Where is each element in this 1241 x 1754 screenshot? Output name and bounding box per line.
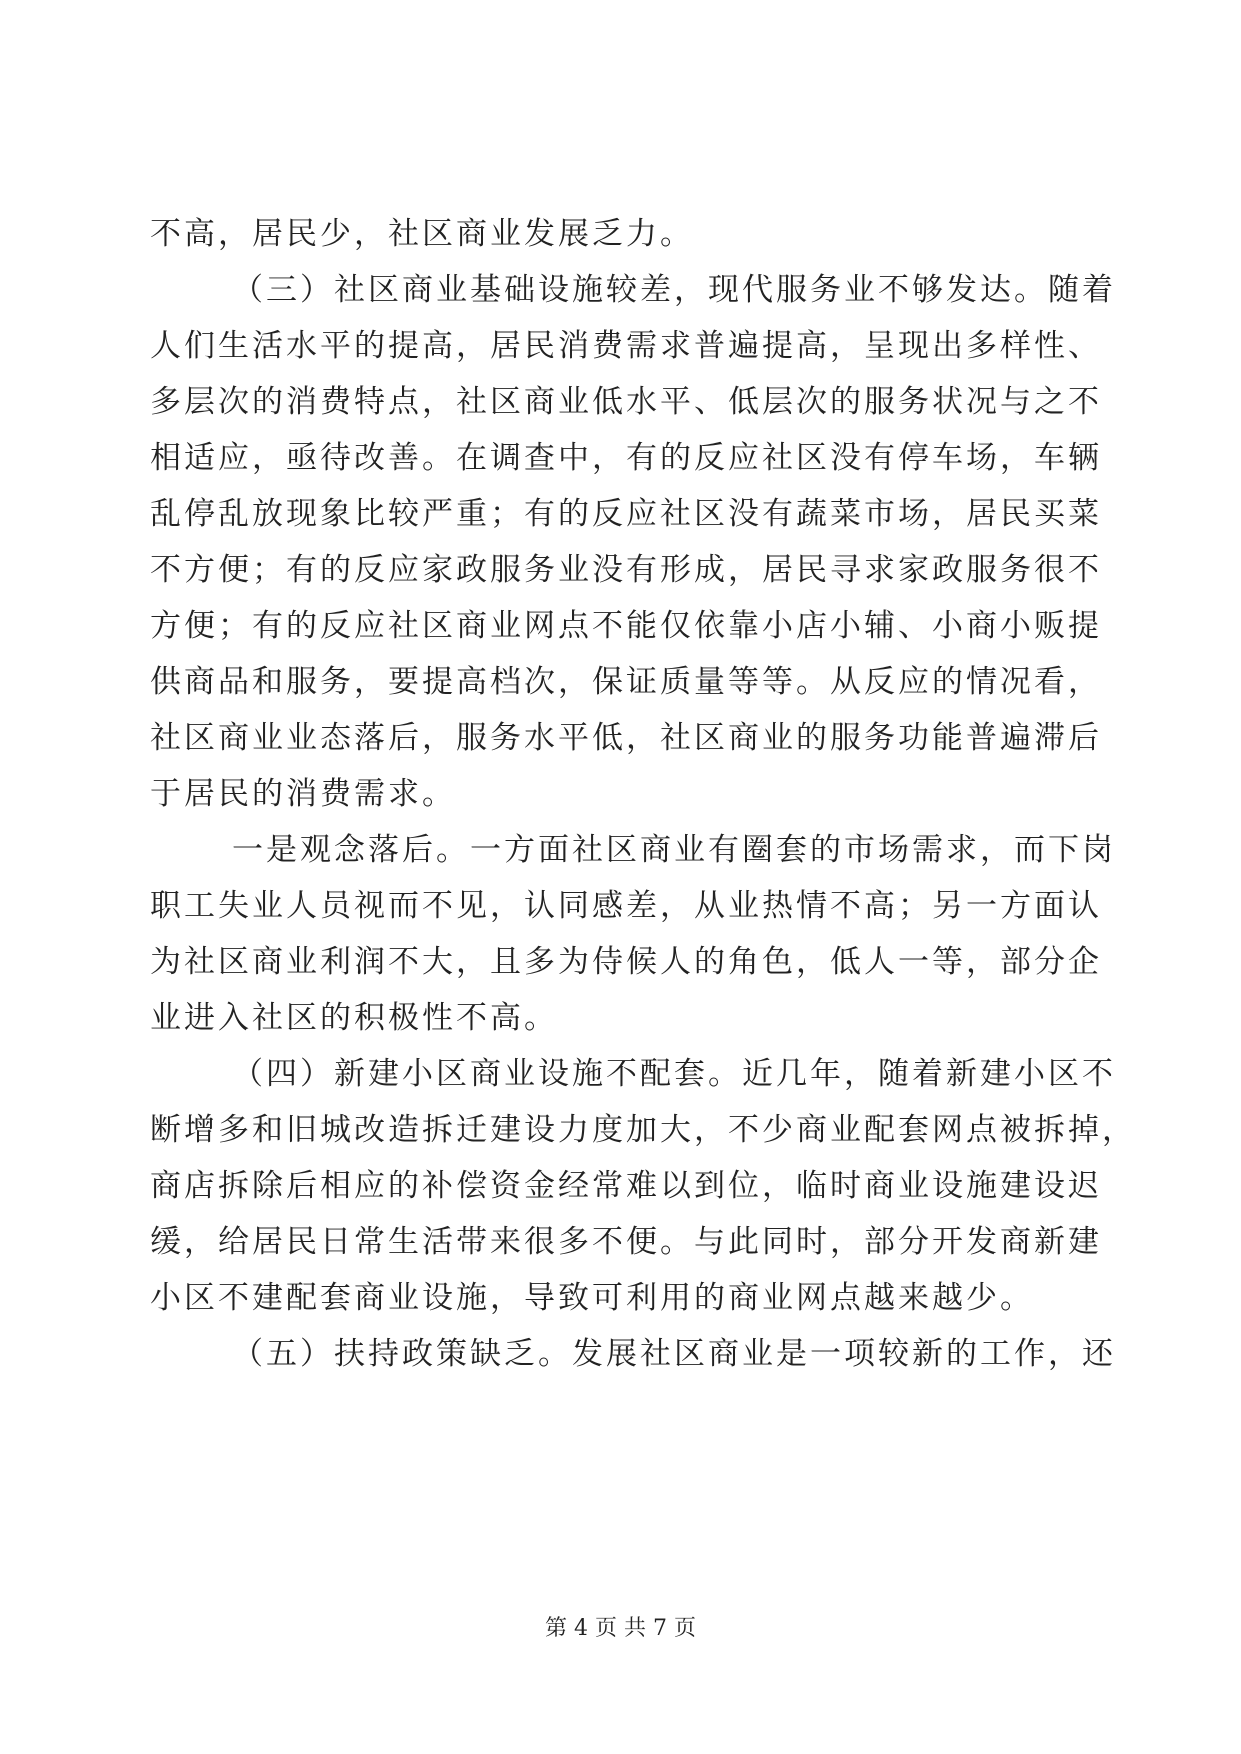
text-line: 人们生活水平的提高，居民消费需求普遍提高，呈现出多样性、 xyxy=(150,328,1102,364)
text-line: 职工失业人员视而不见，认同感差，从业热情不高；另一方面认 xyxy=(150,888,1102,924)
text-line: 断增多和旧城改造拆迁建设力度加大，不少商业配套网点被拆掉， xyxy=(150,1112,1136,1148)
text-line: 供商品和服务，要提高档次，保证质量等等。从反应的情况看， xyxy=(150,664,1102,700)
text-line: 商店拆除后相应的补偿资金经常难以到位，临时商业设施建设迟 xyxy=(150,1168,1102,1204)
paragraph-start-line: 一是观念落后。一方面社区商业有圈套的市场需求，而下岗 xyxy=(232,832,1116,868)
text-line: 相适应，亟待改善。在调查中，有的反应社区没有停车场，车辆 xyxy=(150,440,1102,476)
text-line: 小区不建配套商业设施，导致可利用的商业网点越来越少。 xyxy=(150,1280,1034,1316)
paragraph-start-line: （四）新建小区商业设施不配套。近几年，随着新建小区不 xyxy=(232,1056,1116,1092)
text-line: 于居民的消费需求。 xyxy=(150,776,456,812)
text-line: 缓，给居民日常生活带来很多不便。与此同时，部分开发商新建 xyxy=(150,1224,1102,1260)
paragraph-start-line: （五）扶持政策缺乏。发展社区商业是一项较新的工作，还 xyxy=(232,1336,1116,1372)
text-line: 乱停乱放现象比较严重；有的反应社区没有蔬菜市场，居民买菜 xyxy=(150,496,1102,532)
text-line: 为社区商业利润不大，且多为侍候人的角色，低人一等，部分企 xyxy=(150,944,1102,980)
text-line: 社区商业业态落后，服务水平低，社区商业的服务功能普遍滞后 xyxy=(150,720,1102,756)
text-line: 不方便；有的反应家政服务业没有形成，居民寻求家政服务很不 xyxy=(150,552,1102,588)
paragraph-start-line: （三）社区商业基础设施较差，现代服务业不够发达。随着 xyxy=(232,272,1116,308)
text-line: 业进入社区的积极性不高。 xyxy=(150,1000,558,1036)
text-line: 方便；有的反应社区商业网点不能仅依靠小店小辅、小商小贩提 xyxy=(150,608,1102,644)
text-line: 多层次的消费特点，社区商业低水平、低层次的服务状况与之不 xyxy=(150,384,1102,420)
page-footer: 第 4 页 共 7 页 xyxy=(545,1616,696,1641)
text-line: 不高，居民少，社区商业发展乏力。 xyxy=(150,216,694,252)
